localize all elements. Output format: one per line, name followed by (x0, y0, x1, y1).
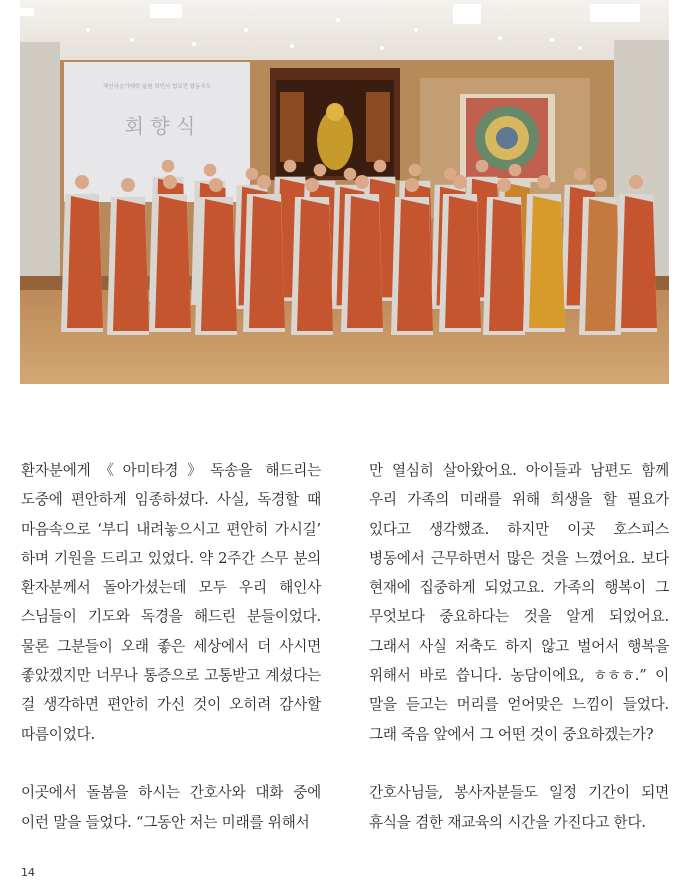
monk-figure (439, 175, 481, 332)
monk-figure (341, 175, 383, 332)
monk-figure (61, 175, 103, 332)
monk-figure (243, 175, 285, 332)
group-photo (20, 0, 669, 384)
left-paragraph-2: 이곳에서 돌봄을 하시는 간호사와 대화 중에 이런 말을 들었다. “그동안 저는 미래를 위해서 (21, 784, 321, 831)
monk-figure (391, 178, 433, 335)
right-column (369, 456, 669, 866)
screen-title: 회 향 식 (124, 114, 196, 138)
ceiling (20, 0, 669, 70)
left-curtain (20, 42, 60, 282)
monk-figure (483, 178, 525, 335)
left-paragraph-1: 환자분에게《아미타경》독송을 해드리는 도중에 편안하게 임종하셨다. 사실, 독경할 때 마음속으로 ‘부디 내려놓으시고 편안히 가시길’ 하며 기원을 드리고 있었다. 약 2주간 스무 분의 환자분께서 돌아가셨는데 모두 우리 해인사 스님들이 기도와 독경을 해드린 분들이었다. 물론 그분들이 오래 좋은 세상에서 더 사시면 좋았겠지만 너무나 통증으로 고통받고 계셨다는 걸 생각하면 편안히 가신 것이 오히려 감사할 따름이었다. (21, 462, 321, 743)
monk-figure (615, 175, 657, 332)
page-number: 14 (21, 866, 35, 879)
right-paragraph-2: 간호사님들, 봉사자분들도 일정 기간이 되면 휴식을 겸한 재교육의 시간을 가진다고 한다. (369, 784, 669, 831)
monk-figure (579, 178, 621, 335)
monk-figure (523, 175, 565, 332)
screen-line1: 해인사승가대학·율원 희인사 법보전 합동추모 (103, 84, 211, 90)
monk-figure (291, 178, 333, 335)
monk-figure (107, 178, 149, 335)
left-column (21, 456, 321, 866)
monk-figure (149, 175, 191, 332)
right-paragraph-1: 만 열심히 살아왔어요. 아이들과 남편도 함께 우리 가족의 미래를 위해 희생을 할 필요가 있다고 생각했죠. 하지만 이곳 호스피스 병동에서 근무하면서 많은 것을 느꼈어요. 보다 현재에 집중하게 되었고요. 가족의 행복이 그 무엇보다 중요하다는 것을 알게 되었어요. 그래서 사실 저축도 하지 않고 벌어서 행복을 위해서 바로 씁니다. 농담이에요, ㅎㅎㅎ.” 이 말을 듣고는 머리를 얻어맞은 느낌이 들었다. 그래 죽음 앞에서 그 어떤 것이 중요하겠는가? (369, 462, 669, 743)
monk-figure (195, 178, 237, 335)
